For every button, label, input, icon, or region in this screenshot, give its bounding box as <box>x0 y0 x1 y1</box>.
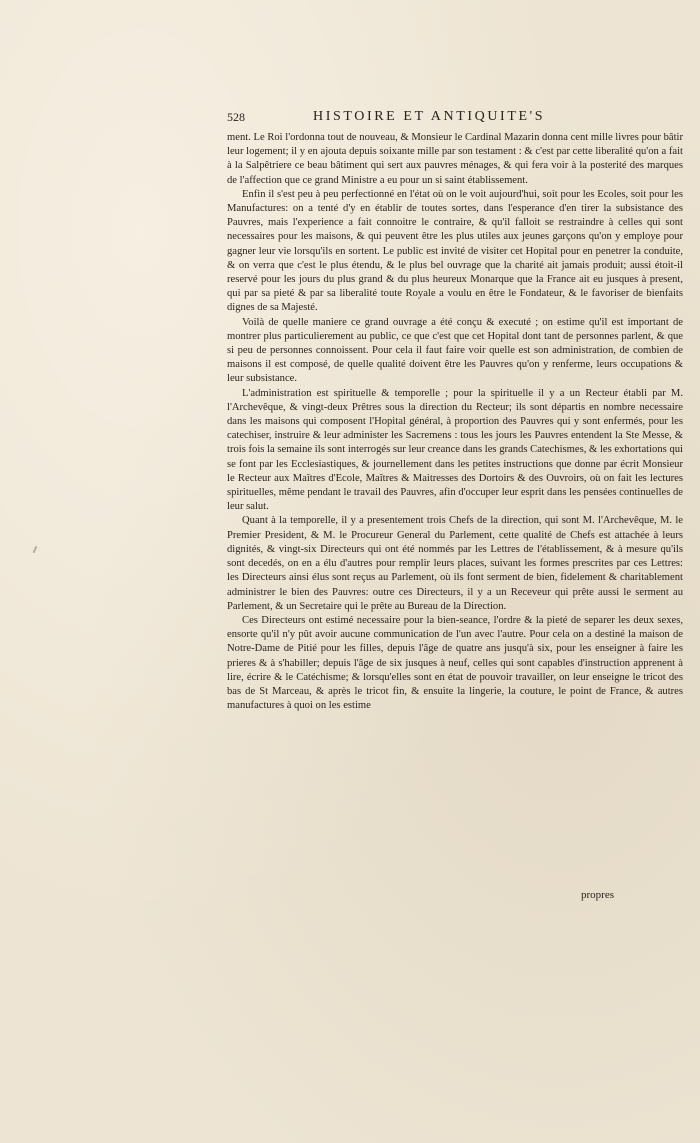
running-head <box>227 110 687 130</box>
paragraph: Enfin il s'est peu à peu perfectionné en l'état où on le voit aujourd'hui, soit pour les Ecoles, soit pour les Manufactures: on a tenté d'y en établir de toutes sortes, dans l'esperance d'en tirer la subsistance des Pauvres, mais l'experience a fait connoitre le contraire, & qu'il falloit se restraindre à celles qui sont necessaires pour les maisons, & qui peuvent être les plus utiles aux jeunes garçons qu'on y employe pour gagner leur vie lorsqu'ils en sortent. Le public est invité de visiter cet Hopital pour en penetrer la conduite, & on verra que c'est le plus étendu, & le plus bel ouvrage que la charité ait jamais produit; aussi étoit-il reservé pour les jours du plus grand & du plus heureux Monarque que la France ait eu jusques à present, qui par sa pieté & par sa liberalité toute Royale a voulu en être le Fondateur, & le favoriser de bienfaits dignes de sa Majesté. <box>227 188 683 314</box>
paper-blemish <box>33 546 38 553</box>
running-title: HISTOIRE ET ANTIQUITE'S <box>313 109 546 124</box>
paragraph: L'administration est spirituelle & temporelle ; pour la spirituelle il y a un Recteur établi par M. l'Archevêque, & vingt-deux Prêtres sous la direction du Recteur; ils sont départis en nombre necessaire dans les maisons qui composent l'Hopital général, à proportion des Pauvres qui y sont enfermés, pour les catechiser, instruire & leur administer les Sacremens : tous les jours les Pauvres entendent la Ste Messe, & trois fois la semaine ils sont interrogés sur leur creance dans les grands Catechismes, & les exhortations qui se font par les Ecclesiastiques, & journellement dans les petites instructions que donne par écrit Monsieur le Recteur aux Maîtres d'Ecole, Maîtres & Maitresses des Dortoirs & des Ouvroirs, où on fait les lectures spirituelles, même pendant le travail des Pauvres, afin d'occuper leur esprit dans les pensées continuelles de leur salut. <box>227 387 683 513</box>
catchword: propres <box>581 889 614 901</box>
paragraph: Ces Directeurs ont estimé necessaire pour la bien-seance, l'ordre & la pieté de separer les deux sexes, ensorte qu'il n'y pût avoir aucune communication de l'un avec l'autre. Pour cela on a destiné la maison de Notre-Dame de Pitié pour les filles, depuis l'âge de quatre ans jusqu'à six, pour les enseigner à faire les prieres & à s'habiller; depuis l'âge de six jusques à neuf, celles qui sont capables d'instruction apprenent à lire, écrire & le Catéchisme; & lorsqu'elles sont en état de pouvoir travailler, on leur enseigne le tricot des bas de St Marceau, & après le tricot fin, & ensuite la lingerie, la couture, le point de France, & autres manufactures à quoi on les estime <box>227 614 683 712</box>
body-text <box>227 131 683 713</box>
paragraph: Voilà de quelle maniere ce grand ouvrage a été conçu & executé ; on estime qu'il est important de montrer plus particulierement au public, ce que c'est que cet Hopital dont tant de personnes parlent, & que si peu de personnes connoissent. Pour cela il faut faire voir quelle est son administration, de combien de maisons il est composé, de quelle qualité doivent être les Pauvres qu'on y renferme, leurs occupations & leur subsistance. <box>227 316 683 385</box>
paragraph: ment. Le Roi l'ordonna tout de nouveau, & Monsieur le Cardinal Mazarin donna cent mille livres pour bâtir leur logement; il y en ajouta depuis soixante mille par son testament : & c'est par cette liberalité qu'on a fait à la Salpêtriere ce beau bâtiment qui sert aux pauvres ménages, & qui fera voir à la posterité des marques de l'affection que ce grand Ministre a eu pour un si saint établissement. <box>227 132 683 186</box>
paragraph: Quant à la temporelle, il y a presentement trois Chefs de la direction, qui sont M. l'Archevêque, M. le Premier President, & M. le Procureur General du Parlement, cette qualité de Chefs est attachée à leurs dignités, & vingt-six Directeurs qui ont été nommés par les Lettres de l'établissement, & à mesure qu'ils sont decedés, on en a élu d'autres pour remplir leurs places, suivant les formes prescrites par ces Lettres: les Directeurs ainsi élus sont reçus au Parlement, où ils font serment de bien, fidelement & charitablement administrer le bien des Pauvres: outre ces Directeurs, il y a un Receveur qui prête aussi le serment au Parlement, & un Secretaire qui le prête au Bureau de la Direction. <box>227 515 683 612</box>
page-number: 528 <box>227 110 245 124</box>
